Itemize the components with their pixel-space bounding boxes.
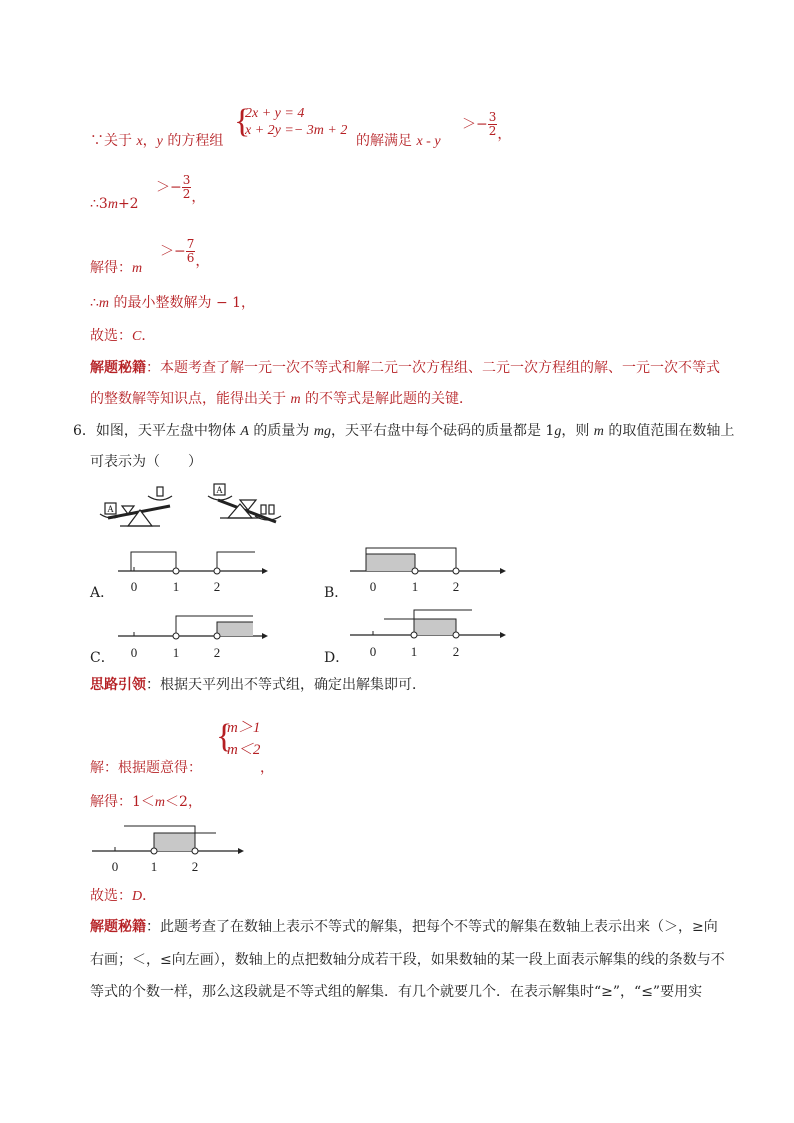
step5-line	[90, 326, 155, 347]
solution-line	[90, 758, 202, 778]
equation-2: x + 2y =− 3m + 2	[245, 123, 348, 138]
tick-label-1: 1	[410, 644, 418, 659]
shaded-region	[366, 554, 415, 571]
tip-label: 解题秘籍	[90, 360, 146, 376]
step4-prefix: ∴	[90, 295, 99, 311]
q6-text-d: ，则	[561, 423, 594, 439]
axis-arrow-icon	[262, 633, 268, 639]
left-balance	[100, 487, 172, 526]
question-6-line1	[73, 421, 734, 442]
step2-prefix: ∴3	[90, 196, 108, 212]
box-label: A	[107, 504, 114, 514]
tip2-text1: ：此题考查了在数轴上表示不等式的解集，把每个不等式的解集在数轴上表示出来（＞，≥向	[146, 919, 718, 935]
step5-prefix: 故选：	[90, 328, 132, 344]
option-C-letter[interactable]: C．	[90, 650, 115, 666]
denominator: 6	[186, 251, 195, 265]
choose-prefix: 故选：	[90, 888, 132, 904]
left-brace-icon: {	[234, 103, 251, 140]
inequality-1: m＞1	[227, 720, 261, 736]
step2-rhs	[156, 174, 205, 207]
var-A: A	[240, 424, 249, 439]
balance-scales-figure	[90, 478, 290, 538]
open-point-1	[411, 632, 417, 638]
solution-prefix: 解：根据题意得：	[90, 760, 202, 776]
inequality-2: m＜2	[227, 742, 261, 758]
shaded-region	[154, 833, 195, 851]
choose-line	[90, 886, 156, 907]
open-point-1	[412, 568, 418, 574]
option-B-letter[interactable]: B．	[324, 585, 349, 601]
tip2-text2: 右画；＜，≤向左画），数轴上的点把数轴分成若干段，如果数轴的某一段上面表示解集的线的条数与不	[90, 952, 725, 968]
q6-text-c: ，天平右盘中每个砝码的质量都是 1	[330, 423, 555, 439]
option-D-numberline[interactable]	[344, 604, 508, 660]
option-C-numberline[interactable]	[110, 610, 270, 660]
step1-lhs: x - y	[416, 134, 441, 149]
tick-label-2: 2	[191, 859, 199, 874]
axis-arrow-icon	[238, 848, 244, 854]
weight-icon	[157, 487, 163, 496]
tip1-text2b: 的不等式是解此题的关键．	[300, 391, 474, 407]
open-point-1	[151, 848, 157, 854]
comma: ，	[195, 253, 210, 270]
var-m: m	[107, 197, 118, 212]
shaded-region	[217, 622, 253, 636]
gt-sign: ＞−	[156, 179, 182, 196]
step4-rest: 的最小整数解为 − 1，	[109, 295, 256, 311]
gt-sign: ＞−	[462, 116, 488, 133]
question-6-line2	[90, 452, 202, 472]
step1-mid: 的方程组	[162, 133, 224, 149]
period: ．	[141, 328, 156, 344]
solution-numberline	[88, 820, 248, 876]
open-point-2	[214, 568, 220, 574]
left-brace-icon: {	[216, 718, 233, 755]
solve-prefix: 解得：1＜	[90, 794, 155, 810]
axis-arrow-icon	[500, 568, 506, 574]
var-m: m	[98, 296, 110, 311]
tip-label: 解题秘籍	[90, 919, 146, 935]
denominator: 2	[182, 187, 191, 201]
answer-letter: C	[132, 329, 142, 344]
tick-label-2: 2	[452, 644, 460, 659]
step1-after-text: 的解满足	[356, 133, 417, 149]
open-point-2	[453, 632, 459, 638]
tick-label-1: 1	[172, 645, 180, 660]
var-m: m	[132, 261, 143, 276]
denominator: 2	[488, 124, 497, 138]
weight-icon	[269, 505, 274, 514]
hint-text: ：根据天平列出不等式组，确定出解集即可．	[146, 677, 426, 693]
box-label: A	[216, 485, 223, 495]
fraction	[488, 111, 498, 138]
tick-label-2: 2	[213, 579, 221, 594]
tick-label-0: 0	[130, 645, 138, 660]
option-D-letter[interactable]: D．	[324, 650, 350, 666]
right-pan-left	[208, 496, 232, 500]
var-y: y	[156, 134, 163, 149]
axis-arrow-icon	[262, 568, 268, 574]
tip2-line1	[90, 917, 718, 937]
open-point-2	[192, 848, 198, 854]
comma: ，	[497, 126, 512, 143]
tick-label-2: 2	[213, 645, 221, 660]
weight-icon	[261, 505, 266, 514]
tick-label-1: 1	[172, 579, 180, 594]
numerator: 3	[182, 173, 191, 187]
step3-line	[90, 258, 142, 279]
tip2-text3: 等式的个数一样，那么这段就是不等式组的解集．有几个就要几个．在表示解集时“≥”，“≤”要用实	[90, 984, 703, 1000]
step3-prefix: 解得：	[90, 260, 132, 276]
step3-rhs	[160, 238, 209, 271]
tip1-line1	[90, 358, 720, 378]
solution-ray-right	[217, 552, 255, 568]
tick-label-0: 0	[369, 579, 377, 594]
hint-label: 思路引领	[90, 677, 146, 693]
fraction	[186, 238, 196, 265]
question-number: 6．	[73, 423, 96, 439]
tick-label-1: 1	[150, 859, 158, 874]
var-mg: mg	[313, 424, 331, 439]
tick-label-0: 0	[369, 644, 377, 659]
period: ．	[142, 888, 157, 904]
numerator: 3	[488, 110, 497, 124]
equation-1: 2x + y = 4	[245, 106, 305, 121]
q6-text-a: 如图，天平左盘中物体	[95, 423, 241, 439]
left-pan-right	[148, 496, 172, 500]
q6-text-line2: 可表示为（ ）	[90, 454, 202, 470]
step1-after	[356, 131, 441, 152]
open-point-2	[453, 568, 459, 574]
tick-label-0: 0	[130, 579, 138, 594]
solve-suffix: ＜2，	[165, 794, 202, 810]
step2-line	[90, 194, 139, 215]
tip1-text1: ：本题考查了解一元一次不等式和解二元一次方程组、二元一次方程组的解、一元一次不等式	[146, 360, 720, 376]
var-m: m	[290, 392, 301, 407]
var-m: m	[154, 795, 166, 810]
var-g: g	[554, 424, 562, 439]
step1-line	[90, 131, 223, 152]
open-point-1	[173, 633, 179, 639]
option-A-numberline[interactable]	[110, 548, 270, 596]
option-A-letter[interactable]: A．	[90, 585, 115, 601]
step2-plus: +2	[117, 196, 139, 212]
tip2-line3	[90, 982, 702, 1002]
tip1-line2	[90, 389, 473, 410]
numerator: 7	[186, 237, 195, 251]
q6-text-e: 的取值范围在数轴上	[603, 423, 735, 439]
solution-ray-left	[131, 552, 176, 571]
q6-text-b: 的质量为	[248, 423, 314, 439]
fraction	[182, 174, 192, 201]
gt-sign: ＞−	[160, 243, 186, 260]
solution-end: ，	[260, 760, 274, 776]
tick-label-2: 2	[452, 579, 460, 594]
open-point-1	[173, 568, 179, 574]
comma: ，	[191, 189, 206, 206]
tip2-line2	[90, 950, 725, 970]
open-point-2	[214, 633, 220, 639]
comma: ，	[142, 133, 157, 149]
tick-label-1: 1	[411, 579, 419, 594]
hint-line	[90, 675, 426, 695]
tip1-text2a: 的整数解等知识点，能得出关于	[90, 391, 291, 407]
answer-letter: D	[132, 889, 143, 904]
step1-prefix: ∵关于	[90, 133, 137, 149]
axis-arrow-icon	[500, 632, 506, 638]
var-m: m	[593, 424, 604, 439]
solve-line	[90, 792, 202, 813]
step1-rhs	[462, 111, 511, 144]
option-B-numberline[interactable]	[344, 544, 508, 594]
right-balance	[208, 484, 281, 522]
var-x: x	[136, 134, 143, 149]
step4-line	[90, 293, 255, 314]
tick-label-0: 0	[111, 859, 119, 874]
shaded-region	[414, 619, 456, 635]
